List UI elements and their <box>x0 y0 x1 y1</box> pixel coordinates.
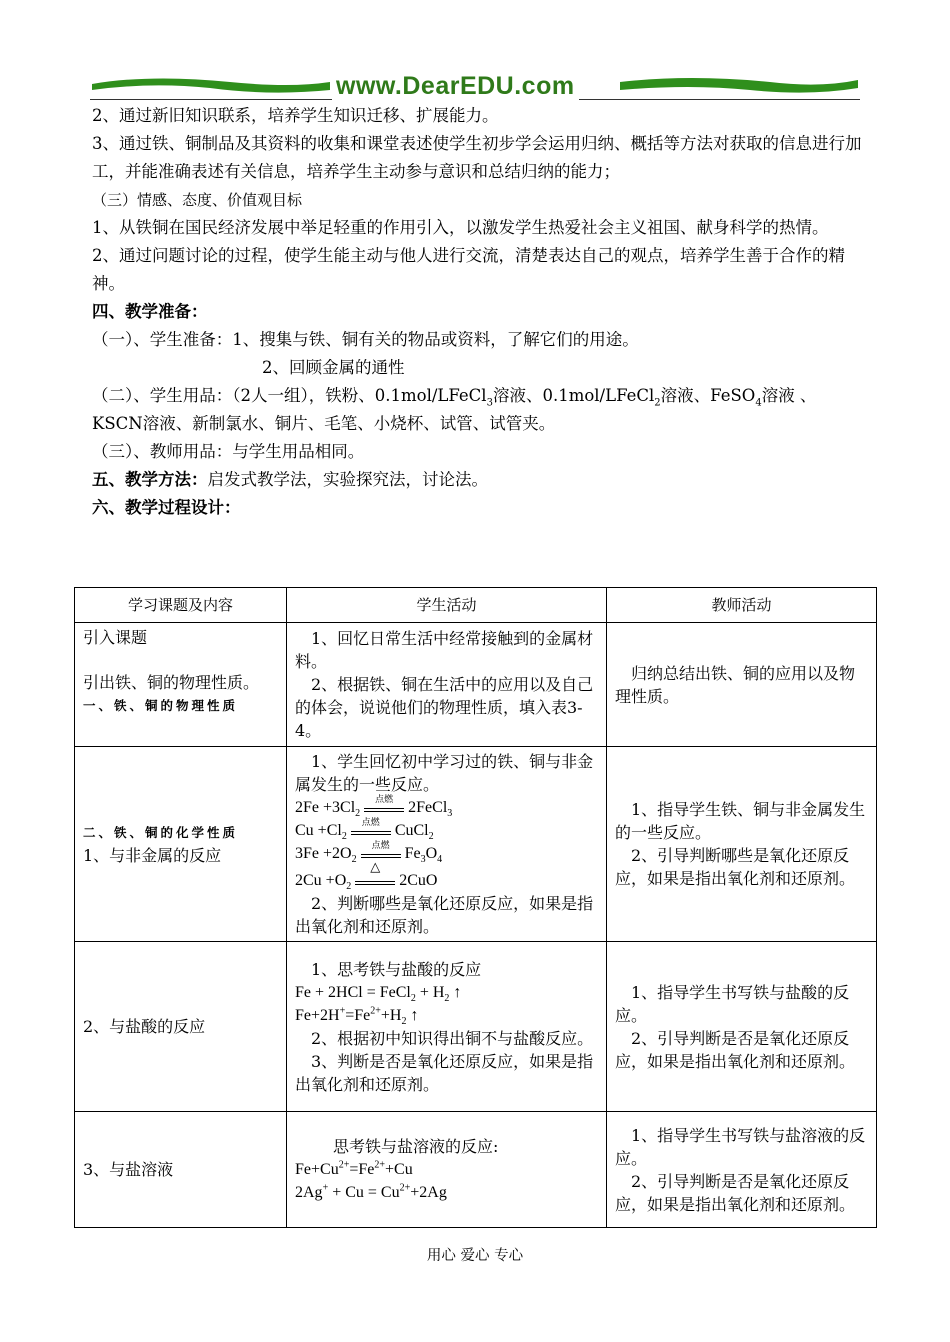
equation: Fe + 2HCl = FeCl$_2$ + $H_2$ ↑ <box>295 983 462 1004</box>
column-header: 教师活动 <box>607 588 877 623</box>
cell-text: 1、回忆日常生活中经常接触到的金属材料。 <box>295 629 594 671</box>
paragraph: （三）、教师用品：与学生用品相同。 <box>92 442 365 461</box>
cell-text: 思考铁与盐溶液的反应: <box>333 1137 499 1156</box>
table-cell <box>607 942 877 1112</box>
section-heading: 六、教学过程设计： <box>92 498 241 517</box>
cell-text: 1、指导学生书写铁与盐酸的反应。 <box>615 982 850 1025</box>
cell-text: 引入课题 <box>83 628 148 647</box>
table-cell <box>287 623 607 747</box>
column-header: 学生活动 <box>287 588 607 623</box>
table-cell <box>607 1112 877 1228</box>
cell-text: 1、思考铁与盐酸的反应 <box>311 959 482 979</box>
table-cell: 2、与盐酸的反应 <box>75 942 287 1112</box>
section-heading: 四、教学准备： <box>92 302 208 321</box>
equation: $Fe+Cu^{2+}=Fe^{2+}+Cu$ <box>295 1159 413 1178</box>
cell-text: 二、铁、铜的化学性质 <box>83 825 239 840</box>
equation: $2Fe +3Cl_2$ 点燃 2FeCl$_3$ <box>295 794 453 820</box>
text-span: 启发式教学法，实验探究法，讨论法。 <box>207 470 488 489</box>
table-header-row <box>75 588 877 623</box>
paragraph: 2、通过问题讨论的过程，使学生能主动与他人进行交流，清楚表达自己的观点，培养学生善于合作的精神。 <box>92 246 845 293</box>
table-row <box>75 942 877 1112</box>
equation: $2Ag^+ + Cu = Cu^{2+}+2Ag$ <box>295 1182 447 1201</box>
table-row <box>75 623 877 747</box>
equation: $3Fe +2O_2$ 点燃 $Fe_3O_4$ <box>295 840 443 866</box>
teaching-process-table <box>74 587 877 1228</box>
condition-label: 点燃 <box>361 817 380 827</box>
table-cell <box>287 942 607 1112</box>
cell-text: 归纳总结出铁、铜的应用以及物理性质。 <box>615 663 856 706</box>
paragraph: 1、从铁铜在国民经济发展中举足轻重的作用引入，以激发学生热爱社会主义祖国、献身科学的热情。 <box>92 218 829 237</box>
condition-label: 点燃 <box>371 840 390 850</box>
paragraph: 2、通过新旧知识联系，培养学生知识迁移、扩展能力。 <box>92 106 499 125</box>
cell-text: 2、根据初中知识得出铜不与盐酸反应。 <box>311 1028 594 1048</box>
cell-text: 2、引导判断是否是氧化还原反应，如果是指出氧化剂和还原剂。 <box>615 1171 856 1214</box>
table-row <box>75 1112 877 1228</box>
text-span: 溶液、0.1mol/LFeCl <box>492 386 655 405</box>
cell-text: 1、学生回忆初中学习过的铁、铜与非金属发生的一些反应。 <box>295 752 594 794</box>
table-cell <box>75 623 287 747</box>
equation: $Cu +Cl_2$ 点燃 CuCl$_2$ <box>295 817 434 843</box>
table-cell <box>287 1112 607 1228</box>
text-span: （二）、学生用品：（2人一组），铁粉、0.1mol/LFeCl <box>92 386 487 405</box>
table-cell <box>607 623 877 747</box>
cell-text: 一、铁、铜的物理性质 <box>83 698 239 713</box>
equation: $2Cu +O_2$ △ 2CuO <box>295 859 438 893</box>
cell-text: 2、判断哪些是氧化还原反应，如果是指出氧化剂和还原剂。 <box>295 894 594 936</box>
document-body <box>92 102 864 522</box>
condition-mark <box>351 817 391 835</box>
condition-mark <box>355 859 395 885</box>
cell-text: 2、根据铁、铜在生活中的应用以及自己的体会，说说他们的物理性质，填入表3-4。 <box>295 675 594 740</box>
text-span: 溶液 、KSCN溶液、新制氯水、铜片、毛笔、小烧杯、试管、试管夹。 <box>92 386 817 433</box>
paragraph: 3、通过铁、铜制品及其资料的收集和课堂表述使学生初步学会运用归纳、概括等方法对获取的信息进行加工，并能准确表述有关信息，培养学生主动参与意识和总结归纳的能力； <box>92 134 862 181</box>
paragraph: （一）、学生准备：1、搜集与铁、铜有关的物品或资料，了解它们的用途。 <box>92 330 639 349</box>
table-cell <box>75 747 287 942</box>
section-heading: 五、教学方法： <box>92 470 208 489</box>
cell-text: 1、与非金属的反应 <box>83 846 222 865</box>
equation: $Fe+2H^+=Fe^{2+}+H_2$ ↑ <box>295 1005 419 1027</box>
table-cell: 3、与盐溶液 <box>75 1112 287 1228</box>
cell-text: 引出铁、铜的物理性质。 <box>83 673 260 692</box>
cell-text: 2、引导判断是否是氧化还原反应，如果是指出氧化剂和还原剂。 <box>615 1028 856 1071</box>
page-header <box>90 72 860 104</box>
cell-text: 1、指导学生铁、铜与非金属发生的一些反应。 <box>615 800 866 842</box>
column-header: 学习课题及内容 <box>75 588 287 623</box>
table-cell <box>607 747 877 942</box>
condition-mark <box>364 794 404 812</box>
table-row <box>75 747 877 942</box>
condition-mark <box>361 840 401 858</box>
site-logo: www.DearEDU.com <box>332 72 579 100</box>
paragraph: 2、回顾金属的通性 <box>262 358 405 377</box>
subheading: （三）情感、态度、价值观目标 <box>92 191 303 209</box>
paragraph <box>92 466 864 494</box>
condition-label: △ <box>370 859 381 874</box>
condition-label: 点燃 <box>375 794 394 804</box>
cell-text: 3、判断是否是氧化还原反应，如果是指出氧化剂和还原剂。 <box>295 1051 594 1094</box>
paragraph: （二）、学生用品：（2人一组），铁粉、0.1mol/LFeCl$_3$溶液、0.1mol/LFeCl$_2$溶液、FeSO$_4$溶液 、KSCN溶液、新制氯水、铜片、毛笔、小烧杯、试管、试管夹。 <box>92 386 817 433</box>
cell-text: 2、引导判断哪些是氧化还原反应，如果是指出氧化剂和还原剂。 <box>615 846 856 888</box>
page-footer: 用心 爱心 专心 <box>426 1248 524 1264</box>
table-cell <box>287 747 607 942</box>
cell-text: 1、指导学生书写铁与盐溶液的反应。 <box>615 1125 866 1168</box>
text-span: 溶液、FeSO <box>660 386 756 405</box>
